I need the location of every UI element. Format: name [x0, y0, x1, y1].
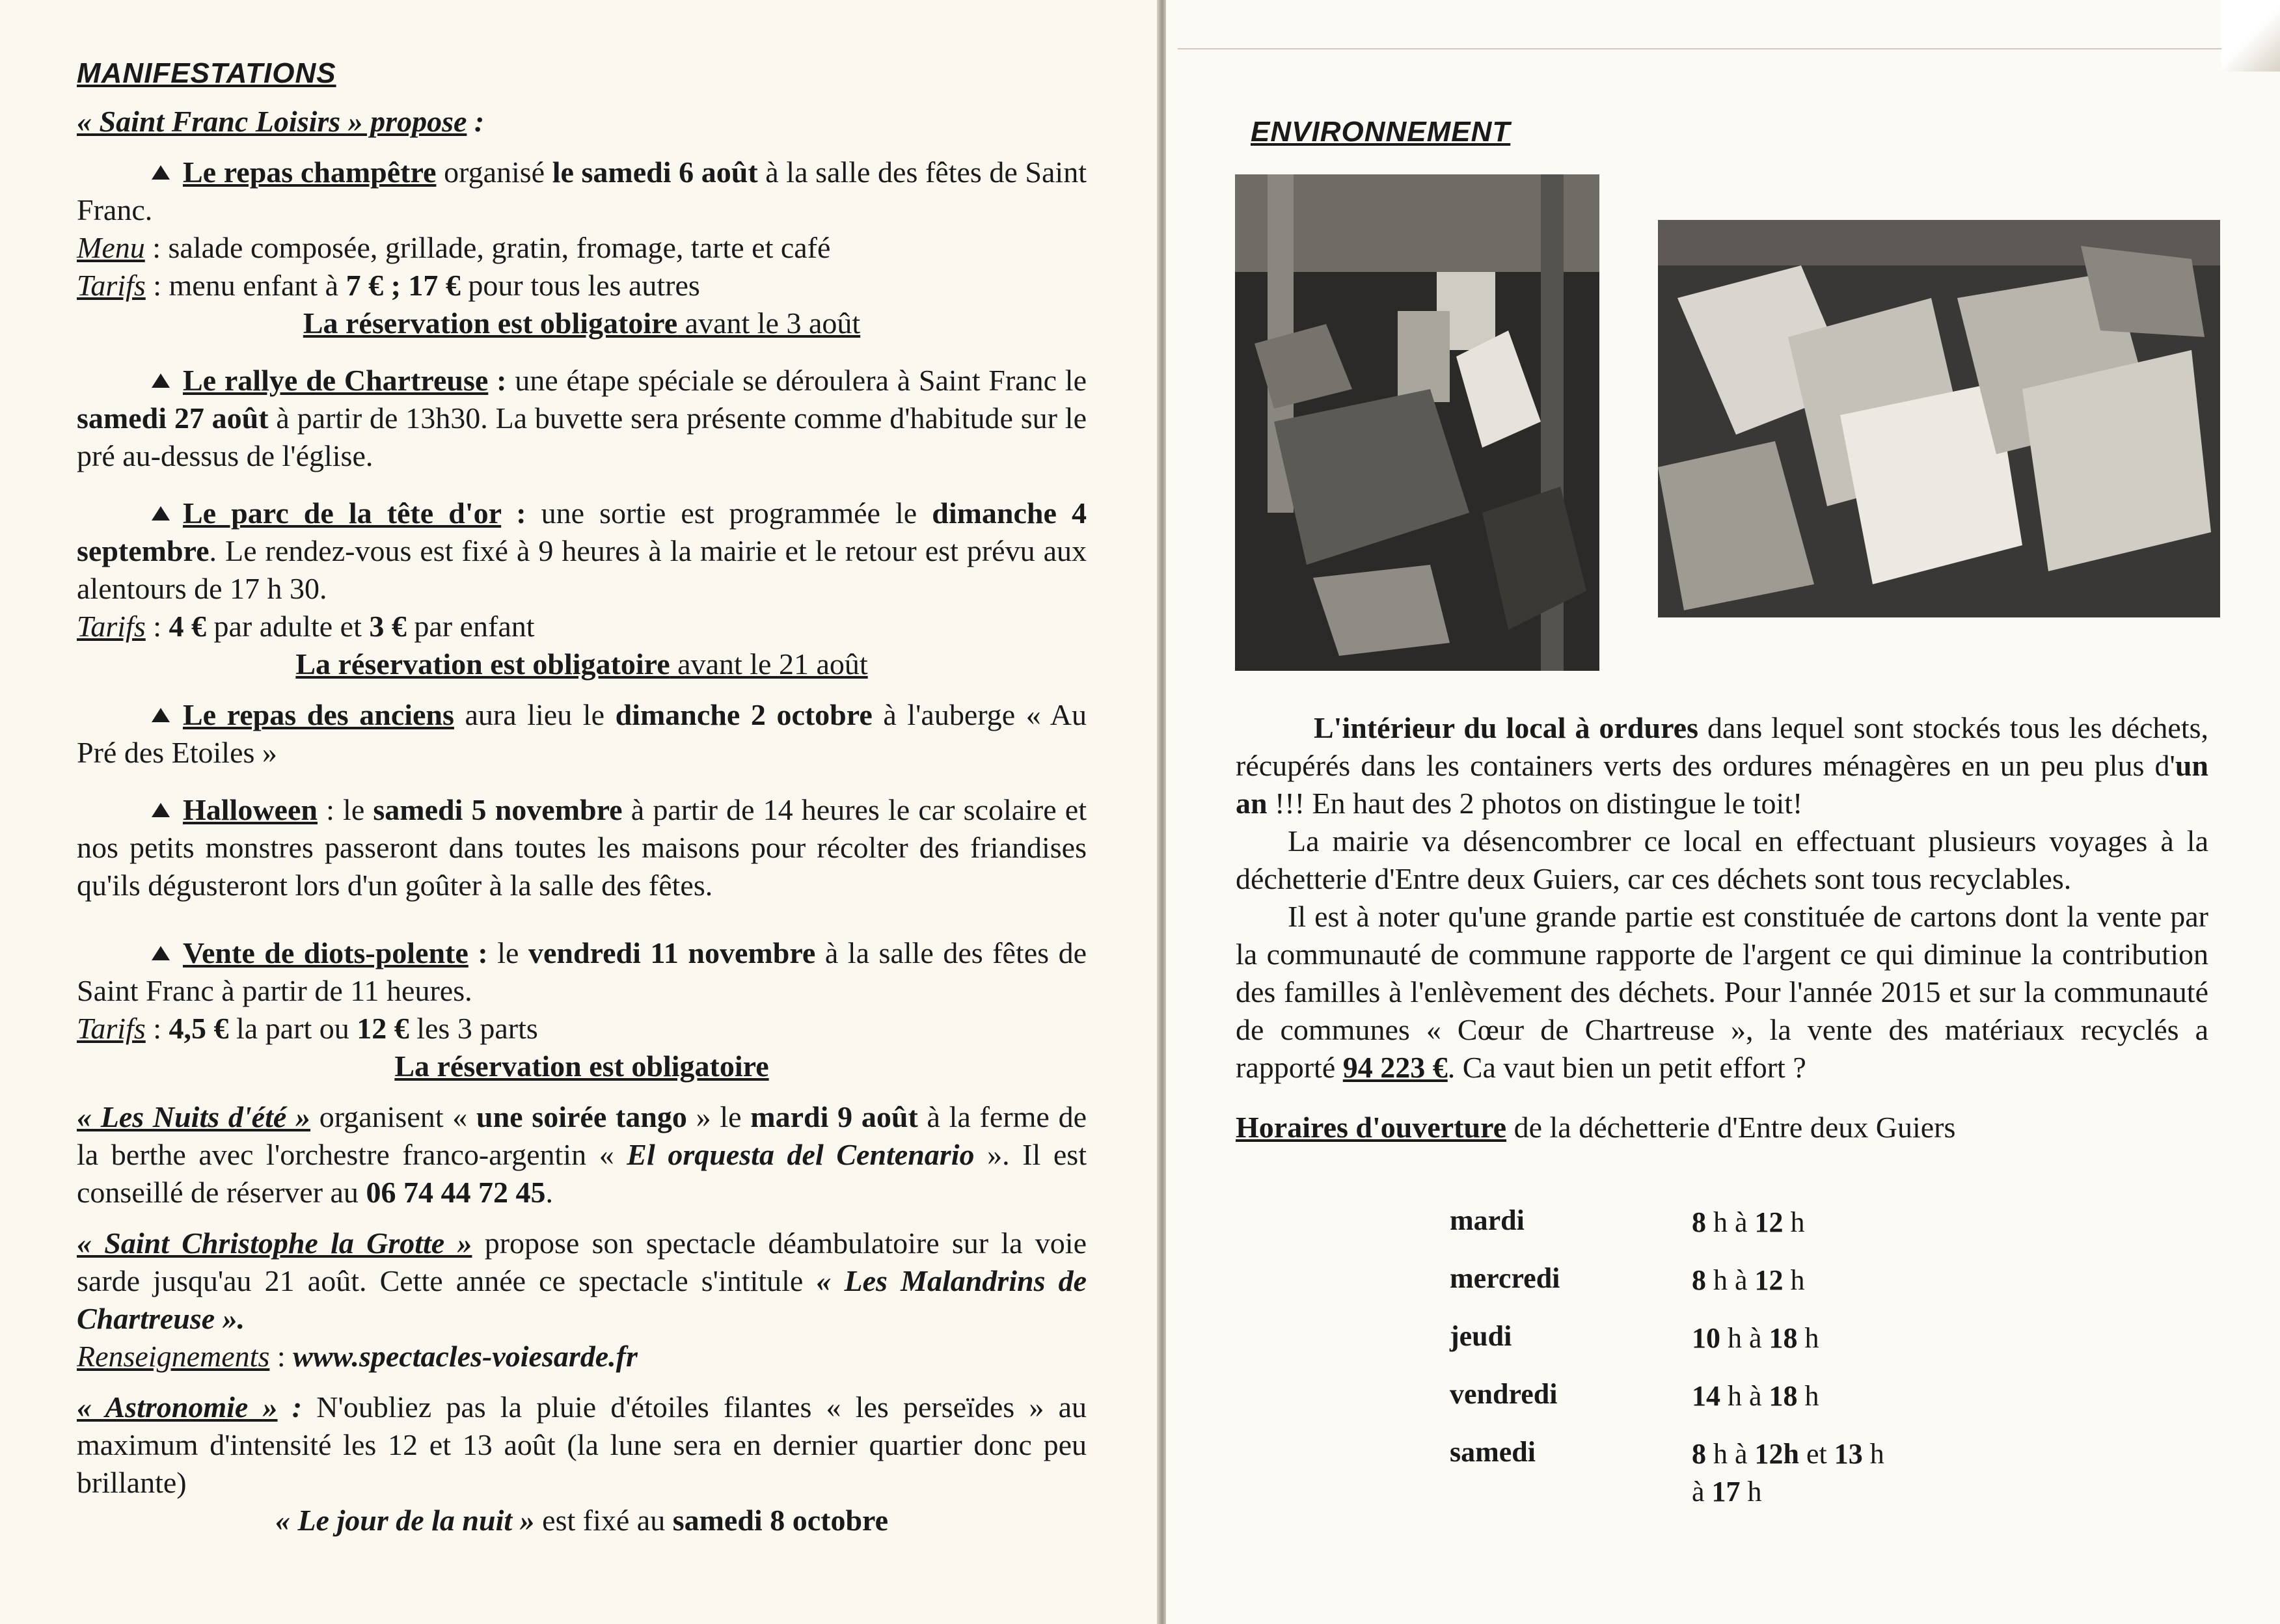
event-nuits-ete: « Les Nuits d'été » organisent « une soirée tango » le mardi 9 août à la ferme de la berthe avec l'orchestre franco-argentin « El orquesta del Centenario ». Il est conseillé de réserver au 06 74 44 72 45.	[77, 1100, 1087, 1209]
website-link[interactable]: www.spectacles-voiesarde.fr	[293, 1340, 638, 1373]
hours-heading: Horaires d'ouverture de la déchetterie d'Entre deux Guiers	[1236, 1111, 1956, 1144]
jour-de-la-nuit-line: « Le jour de la nuit » est fixé au samedi 8 octobre	[275, 1504, 889, 1537]
event-astronomie: « Astronomie » : N'oubliez pas la pluie d'étoiles filantes « les perseïdes » au maximum d'intensité les 12 et 13 août (la lune sera en dernier quartier donc peu brillante)	[77, 1390, 1087, 1499]
event-saint-christophe: « Saint Christophe la Grotte » propose son spectacle déambulatoire sur la voie sarde jusqu'au 21 août. Cette année ce spectacle s'intitule « Les Malandrins de Chartreuse ».	[77, 1226, 1087, 1335]
photo-waste-interior-left	[1235, 174, 1599, 671]
reservation-line: La réservation est obligatoire avant le 21 août	[295, 647, 868, 681]
reservation-line: La réservation est obligatoire	[394, 1049, 769, 1083]
triangle-bullet-icon	[152, 946, 170, 960]
triangle-bullet-icon	[152, 708, 170, 722]
intro-line: « Saint Franc Loisirs » propose :	[77, 105, 485, 138]
tarifs-line: Tarifs : menu enfant à 7 € ; 17 € pour tous les autres	[77, 269, 700, 302]
photo-waste-interior-right	[1658, 220, 2220, 617]
renseignements-line: Renseignements : www.spectacles-voiesarde.fr	[77, 1340, 638, 1373]
page-top-line	[1178, 48, 2260, 49]
reservation-line: La réservation est obligatoire avant le 3 août	[303, 306, 861, 340]
tarifs-line: Tarifs : 4,5 € la part ou 12 € les 3 parts	[77, 1012, 538, 1045]
event-repas-champetre: Le repas champêtre organisé le samedi 6 août à la salle des fêtes de Saint Franc.	[77, 156, 1087, 226]
section-title-environnement: ENVIRONNEMENT	[1251, 116, 1511, 148]
opening-hours-table	[1450, 1204, 1952, 1508]
hours-row: mardi 8 h à 12 h	[1450, 1204, 1805, 1238]
environment-paragraph-2: La mairie va désencombrer ce local en effectuant plusieurs voyages à la déchetterie d'Entre deux Guiers, car ces déchets sont tous recyclables.	[1236, 824, 2208, 895]
photo-right-drawing	[1658, 220, 2220, 617]
event-halloween: Halloween : le samedi 5 novembre à partir de 14 heures le car scolaire et nos petits monstres passeront dans toutes les maisons pour récolter des friandises qu'ils dégusteront lors d'un goûter à la salle des fêtes.	[77, 793, 1087, 902]
hours-row: jeudi 10 h à 18 h	[1450, 1320, 1819, 1354]
triangle-bullet-icon	[152, 373, 170, 388]
triangle-bullet-icon	[152, 165, 170, 180]
hours-row: samedi 8 h à 12h et 13 h à 17 h	[1450, 1436, 1884, 1508]
event-anciens: Le repas des anciens aura lieu le dimanche 2 octobre à l'auberge « Au Pré des Etoiles »	[77, 698, 1087, 769]
hours-row: mercredi 8 h à 12 h	[1450, 1262, 1805, 1296]
event-diots: Vente de diots-polente : le vendredi 11 novembre à la salle des fêtes de Saint Franc à partir de 11 heures.	[77, 936, 1087, 1007]
triangle-bullet-icon	[152, 803, 170, 817]
environment-paragraph-3: Il est à noter qu'une grande partie est constituée de cartons dont la vente par la communauté de commune rapporte de l'argent ce qui diminue la contribution des familles à l'enlèvement des déchets. Pour l'année 2015 et sur la communauté de communes « Cœur de Chartreuse », la vente des matériaux recyclés a rapporté 94 223 €. Ca vaut bien un petit effort ?	[1236, 900, 2208, 1084]
tarifs-line: Tarifs : 4 € par adulte et 3 € par enfant	[77, 610, 535, 643]
environment-text	[1236, 709, 2208, 1146]
menu-line: Menu : salade composée, grillade, gratin, fromage, tarte et café	[77, 231, 831, 264]
photo-left-drawing	[1235, 174, 1599, 671]
folded-corner	[2221, 0, 2280, 72]
event-rallye: Le rallye de Chartreuse : une étape spéciale se déroulera à Saint Franc le samedi 27 août à partir de 13h30. La buvette sera présente comme d'habitude sur le pré au-dessus de l'église.	[77, 364, 1087, 472]
hours-row: vendredi 14 h à 18 h	[1450, 1378, 1819, 1412]
event-parc: Le parc de la tête d'or : une sortie est programmée le dimanche 4 septembre. Le rendez-vous est fixé à 9 heures à la mairie et le retour est prévu aux alentours de 17 h 30.	[77, 496, 1087, 605]
triangle-bullet-icon	[152, 506, 170, 521]
section-title-manifestations: MANIFESTATIONS	[77, 57, 336, 89]
environment-paragraph-1: L'intérieur du local à ordures dans lequel sont stockés tous les déchets, récupérés dans les containers verts des ordures ménagères en un peu plus d'un an !!! En haut des 2 photos on distingue le toit!	[1236, 711, 2208, 820]
